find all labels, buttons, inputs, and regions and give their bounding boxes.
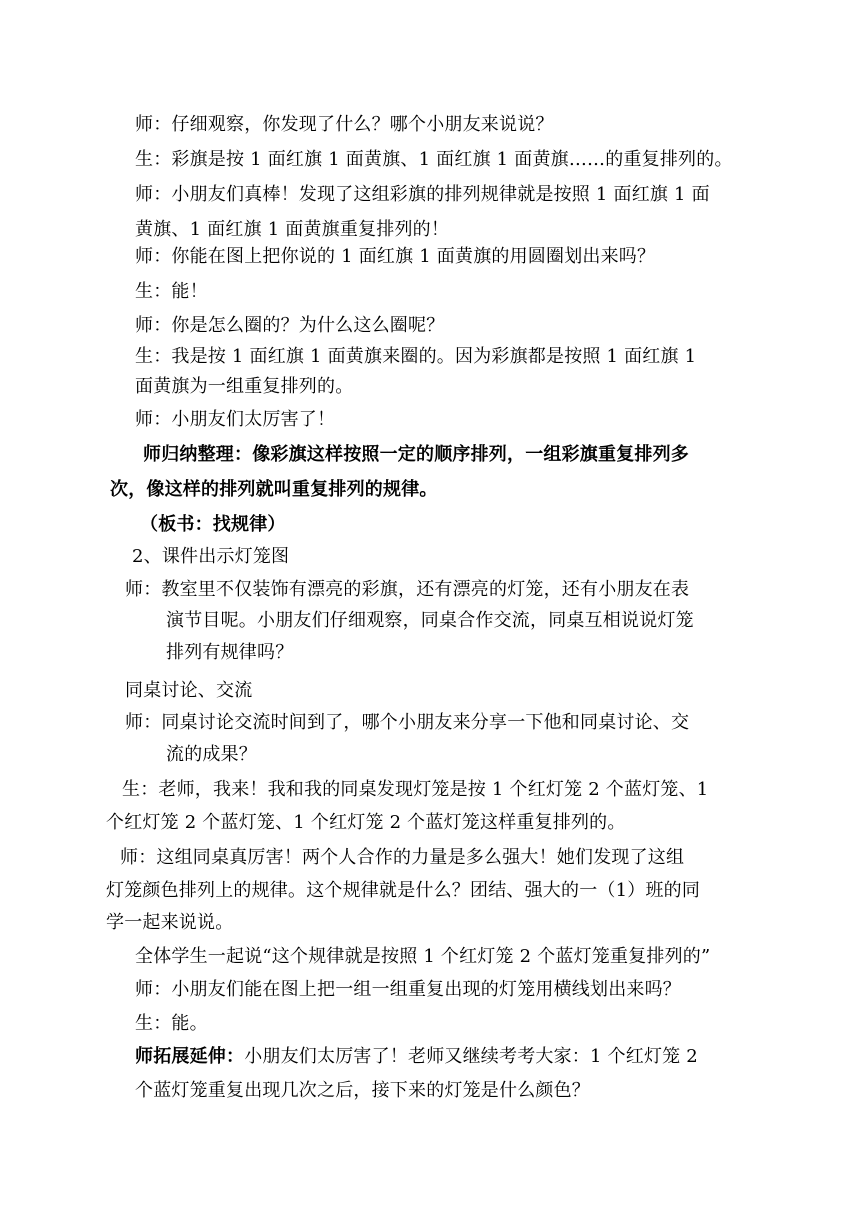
text-line: 师：同桌讨论交流时间到了，哪个小朋友来分享一下他和同桌讨论、交 xyxy=(125,712,690,733)
text-line: 师：小朋友们太厉害了！ xyxy=(135,409,336,430)
text-line xyxy=(135,1042,698,1072)
text-line: 师：教室里不仅装饰有漂亮的彩旗，还有漂亮的灯笼，还有小朋友在表 xyxy=(125,579,690,600)
text-line: 生：能！ xyxy=(135,281,208,302)
text-line: 师：这组同桌真厉害！两个人合作的力量是多么强大！她们发现了这组 xyxy=(120,847,685,868)
text-line: 生：我是按 1 面红旗 1 面黄旗来圈的。因为彩旗都是按照 1 面红旗 1 xyxy=(135,346,697,367)
text-line: 个蓝灯笼重复出现几次之后，接下来的灯笼是什么颜色？ xyxy=(135,1080,590,1101)
text-line: 同桌讨论、交流 xyxy=(125,680,253,701)
text-line: 师：你能在图上把你说的 1 面红旗 1 面黄旗的用圆圈划出来吗？ xyxy=(135,246,656,267)
text-line: 师：小朋友们真棒！发现了这组彩旗的排列规律就是按照 1 面红旗 1 面 xyxy=(135,184,710,205)
text-line: 流的成果？ xyxy=(166,744,257,765)
text-line: 灯笼颜色排列上的规律。这个规律就是什么？团结、强大的一（1）班的同 xyxy=(106,880,701,901)
text-line: 黄旗、1 面红旗 1 面黄旗重复排列的！ xyxy=(135,219,450,240)
text-line: 面黄旗为一组重复排列的。 xyxy=(135,376,354,397)
text-line: 师：你是怎么圈的？为什么这么圈呢？ xyxy=(135,315,445,336)
summary-line: 次，像这样的排列就叫重复排列的规律。 xyxy=(110,479,438,500)
text-line: 师：小朋友们能在图上把一组一组重复出现的灯笼用横线划出来吗？ xyxy=(135,979,681,1000)
text-line: 生：能。 xyxy=(135,1013,208,1034)
section-heading: 2、课件出示灯笼图 xyxy=(132,546,290,567)
text-line: 演节目呢。小朋友们仔细观察，同桌合作交流，同桌互相说说灯笼 xyxy=(166,610,694,631)
text-line: 生：彩旗是按 1 面红旗 1 面黄旗、1 面红旗 1 面黄旗……的重复排列的。 xyxy=(135,149,733,170)
text-line: 个红灯笼 2 个蓝灯笼、1 个红灯笼 2 个蓝灯笼这样重复排列的。 xyxy=(106,812,626,833)
extension-label: 师拓展延伸： xyxy=(135,1046,245,1067)
text-line: 全体学生一起说“这个规律就是按照 1 个红灯笼 2 个蓝灯笼重复排列的” xyxy=(135,946,711,967)
text-line: 生：老师，我来！我和我的同桌发现灯笼是按 1 个红灯笼 2 个蓝灯笼、1 xyxy=(122,779,709,800)
text-line: 排列有规律吗？ xyxy=(166,642,294,663)
text-line: 学一起来说说。 xyxy=(106,912,234,933)
text-line: 师：仔细观察，你发现了什么？哪个小朋友来说说？ xyxy=(135,114,554,135)
summary-line: 师归纳整理：像彩旗这样按照一定的顺序排列，一组彩旗重复排列多 xyxy=(143,444,689,465)
extension-text: 小朋友们太厉害了！老师又继续考考大家：1 个红灯笼 2 xyxy=(244,1046,698,1067)
board-note: （板书：找规律） xyxy=(140,514,286,535)
